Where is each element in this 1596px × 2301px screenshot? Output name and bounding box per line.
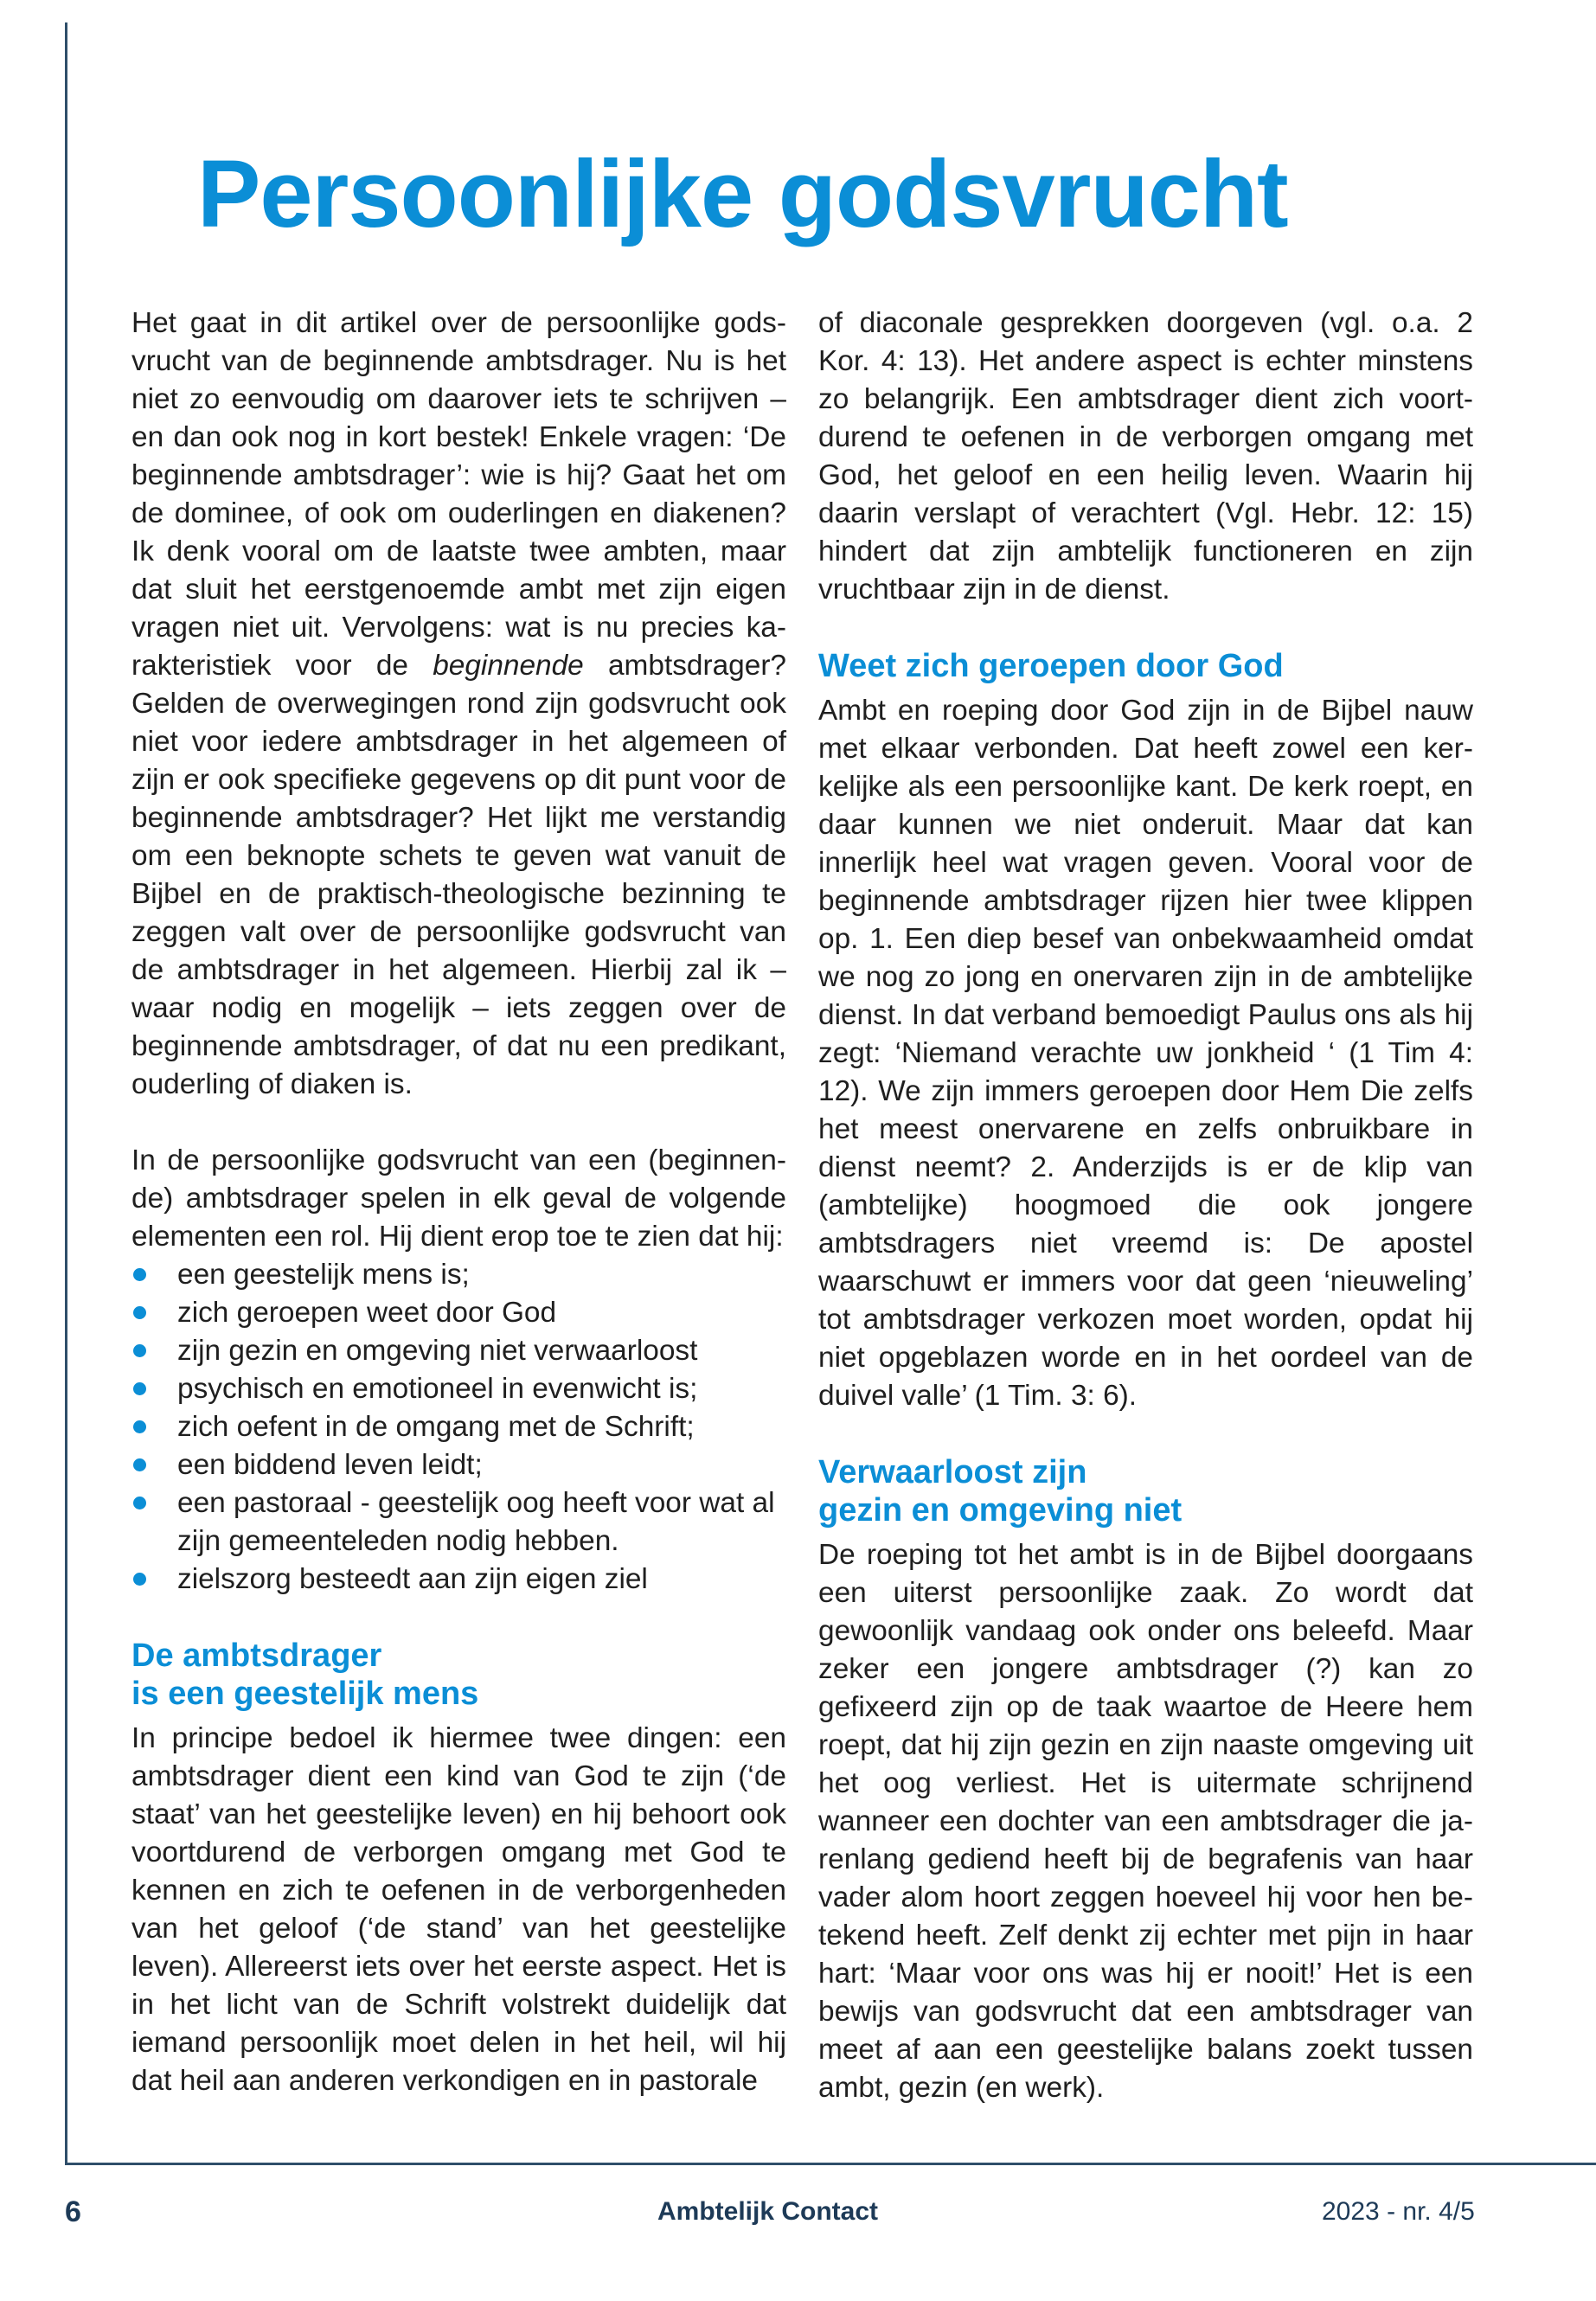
section-heading-geroepen: Weet zich geroepen door God xyxy=(818,648,1284,684)
issue-label: 2023 - nr. 4/5 xyxy=(1322,2197,1475,2226)
continuation-paragraph: of diaconale gesprekken doorgeven (vgl. o.a. 2 Kor. 4: 13). Het andere aspect is echter minstens zo belangrijk. Een ambtsdrager dient zich voortdurend te oefenen in de verborgen omgang met God, het geloof en een heilig leven. Waarin hij daarin verslapt of verachtert (Vgl. Hebr. 12: 15) hindert dat zijn ambtelijk functioneren en zijn vruchtbaar zijn in de dienst. xyxy=(818,307,1473,606)
page-title: Persoonlijke godsvrucht xyxy=(197,141,1288,247)
bullet-icon xyxy=(133,1458,146,1471)
list-item: een biddend leven leidt; xyxy=(131,1446,786,1484)
bullet-icon xyxy=(133,1268,146,1281)
page-number: 6 xyxy=(65,2195,81,2228)
bullet-icon xyxy=(133,1382,146,1395)
section-paragraph-gezin: De roeping tot het ambt is in de Bijbel doorgaans een uiterst persoonlijke zaak. Zo wordt dat gewoonlijk vandaag ook onder ons beleefd. Maar zeker een jongere ambtsdrager (?) kan zo gefixeerd zijn op de taak waartoe de Heere hem roept, dat hij zijn gezin en zijn naaste omgeving uit het oog verliest. Het is uitermate schrijnend wanneer een dochter van een ambtsdrager die jarenlang gediend heeft bij de begrafenis van haar vader alom hoort zeggen hoeveel hij voor hen betekend heeft. Zelf denkt zij echter met pijn in haar hart: ‘Maar voor ons was hij er nooit!’ Het is een bewijs van godsvrucht dat een ambtsdrager van meet af aan een geestelijke balans zoekt tussen ambt, gezin (en werk). xyxy=(818,1539,1473,2104)
elements-list xyxy=(131,1256,786,1599)
list-item: zich geroepen weet door God xyxy=(131,1294,786,1332)
left-frame-rule xyxy=(65,22,67,2164)
intro-paragraph xyxy=(131,304,786,1104)
section-heading-gezin: Verwaarloost zijn gezin en omgeving niet xyxy=(818,1454,1183,1529)
bullet-icon xyxy=(133,1420,146,1433)
section-heading-geestelijk-mens: De ambtsdrager is een geestelijk mens xyxy=(131,1638,479,1712)
right-column xyxy=(818,304,1473,2107)
section-paragraph-geestelijk-mens: In principe bedoel ik hiermee twee dingen: een ambtsdrager dient een kind van God te zijn (‘de staat’ van het geestelijke leven) en hij behoort ook voortdurend de verborgen omgang met God te kennen en zich te oefenen in de verborgenheden van het geloof (‘de stand’ van het geestelijke leven). Allereerst iets over het eerste aspect. Het is in het licht van de Schrift volstrekt duidelijk dat iemand persoonlijk moet delen in het heil, wil hij dat heil aan anderen verkondigen en in pastorale xyxy=(131,1722,786,2097)
intro-text-2: ambtsdrager? Gelden de overwegingen rond zijn godsvrucht ook niet voor iedere ambtsdrager in het algemeen of zijn er ook specifieke gegevens op dit punt voor de beginnende ambtsdrager? Het lijkt me verstandig om een beknopte schets te geven wat vanuit de Bijbel en de praktisch-theologische bezinning te zeggen valt over de persoonlijke godsvrucht van de ambtsdrager in het algemeen. Hierbij zal ik – waar nodig en mogelijk – iets zeggen over de beginnende ambtsdrager, of dat nu een predikant, ouderling of diaken is. xyxy=(131,650,787,1100)
bullet-icon xyxy=(133,1497,146,1509)
list-item: zielszorg besteedt aan zijn eigen ziel xyxy=(131,1561,786,1599)
bottom-frame-rule xyxy=(65,2163,1596,2165)
bullet-icon xyxy=(133,1306,146,1319)
list-item: zijn gezin en omgeving niet verwaarloost xyxy=(131,1332,786,1370)
intro-emphasis: beginnende xyxy=(433,650,584,682)
list-item: psychisch en emotioneel in evenwicht is; xyxy=(131,1370,786,1408)
intro-text-1: Het gaat in dit artikel over de persoonlijke godsvrucht van de beginnende ambtsdrager. Nu is het niet zo eenvoudig om daarover iets te schrijven – en dan ook nog in kort bestek! Enkele vragen: ‘De beginnende ambtsdrager’: wie is hij? Gaat het om de dominee, of ook om ouderlingen en diakenen? Ik denk vooral om de laatste twee ambten, maar dat sluit het eerstgenoemde ambt met zijn eigen vragen niet uit. Vervolgens: wat is nu precies karakteristiek voor de xyxy=(131,307,786,682)
bullet-icon xyxy=(133,1573,146,1586)
magazine-name: Ambtelijk Contact xyxy=(657,2197,879,2226)
left-column xyxy=(131,304,786,2100)
list-item: een geestelijk mens is; xyxy=(131,1256,786,1294)
list-item: een pastoraal - geestelijk oog heeft voor wat al zijn gemeenteleden nodig hebben. xyxy=(131,1484,786,1561)
list-item: zich oefent in de omgang met de Schrift; xyxy=(131,1408,786,1446)
section-paragraph-geroepen: Ambt en roeping door God zijn in de Bijbel nauw met elkaar verbonden. Dat heeft zowel een kerkelijke als een persoonlijke kant. De kerk roept, en daar kunnen we niet onderuit. Maar dat kan innerlijk heel wat vragen geven. Vooral voor de beginnende ambtsdrager rijzen hier twee klippen op. 1. Een diep besef van onbekwaamheid omdat we nog zo jong en onervaren zijn in de ambtelijke dienst. In dat verband bemoedigt Paulus ons als hij zegt: ‘Niemand verachte uw jonkheid ‘ (1 Tim 4: 12). We zijn immers geroepen door Hem Die zelfs het meest onervarene en zelfs onbruikbare in dienst neemt? 2. Anderzijds is er de klip van (ambtelijke) hoogmoed die ook jongere ambtsdragers niet vreemd is: De apostel waarschuwt er immers voor dat geen ‘nieuweling’ tot ambtsdrager verkozen moet worden, opdat hij niet opgeblazen worde en in het oordeel van de duivel valle’ (1 Tim. 3: 6). xyxy=(818,695,1473,1412)
list-intro-paragraph: In de persoonlijke godsvrucht van een (beginnende) ambtsdrager spelen in elk geval de volgende elementen een rol. Hij dient erop toe te zien dat hij: xyxy=(131,1144,786,1253)
bullet-icon xyxy=(133,1344,146,1357)
